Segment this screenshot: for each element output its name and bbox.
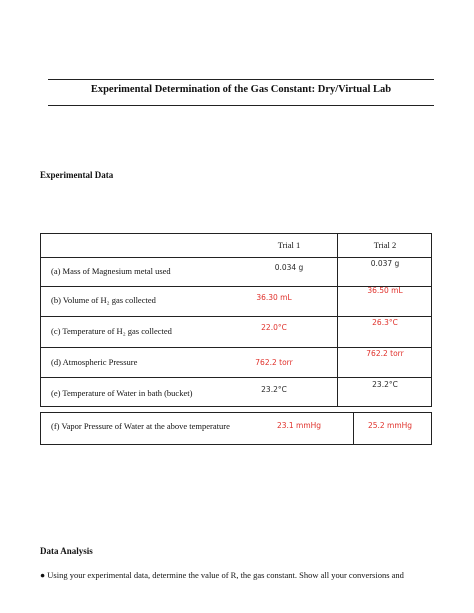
vapor-pressure-row xyxy=(40,412,432,445)
trial2-temperature-h2: 26.3°C xyxy=(372,318,398,327)
row-label-atmospheric-pressure: (d) Atmospheric Pressure xyxy=(51,357,138,367)
title-top-rule xyxy=(48,79,434,80)
row-label-water-temperature: (e) Temperature of Water in bath (bucket) xyxy=(51,388,193,398)
table-row-divider xyxy=(41,257,431,258)
data-analysis-instruction: ● Using your experimental data, determine the value of R, the gas constant. Show all your conversions and xyxy=(40,570,404,580)
trial2-water-temperature: 23.2°C xyxy=(372,380,398,389)
experimental-data-heading: Experimental Data xyxy=(40,170,114,180)
document-title: Experimental Determination of the Gas Constant: Dry/Virtual Lab xyxy=(90,84,392,95)
trial1-mass: 0.034 g xyxy=(274,263,304,272)
trial2-vapor-pressure: 25.2 mmHg xyxy=(367,421,413,430)
experimental-data-table xyxy=(40,233,432,407)
trial1-volume: 36.30 mL xyxy=(256,293,292,302)
trial1-atmospheric-pressure: 762.2 torr xyxy=(255,358,293,367)
data-analysis-heading: Data Analysis xyxy=(40,546,93,556)
table-row-divider xyxy=(41,316,431,317)
row-label-mass: (a) Mass of Magnesium metal used xyxy=(51,266,171,276)
row-label-volume: (b) Volume of H₂ gas collected xyxy=(51,295,156,305)
trial1-water-temperature: 23.2°C xyxy=(261,385,287,394)
title-bottom-rule xyxy=(48,105,434,106)
header-trial-1: Trial 1 xyxy=(277,240,301,250)
table-row-divider xyxy=(41,377,431,378)
trial2-atmospheric-pressure: 762.2 torr xyxy=(366,349,404,358)
header-trial-2: Trial 2 xyxy=(373,240,397,250)
trial1-temperature-h2: 22.0°C xyxy=(261,323,287,332)
trial2-volume: 36.50 mL xyxy=(367,286,403,295)
row-label-temperature-h2: (c) Temperature of H₂ gas collected xyxy=(51,326,172,336)
row-label-vapor-pressure: (f) Vapor Pressure of Water at the above temperature xyxy=(51,421,230,431)
trial1-vapor-pressure: 23.1 mmHg xyxy=(276,421,322,430)
table-row-divider xyxy=(41,347,431,348)
trial2-mass: 0.037 g xyxy=(370,259,400,268)
